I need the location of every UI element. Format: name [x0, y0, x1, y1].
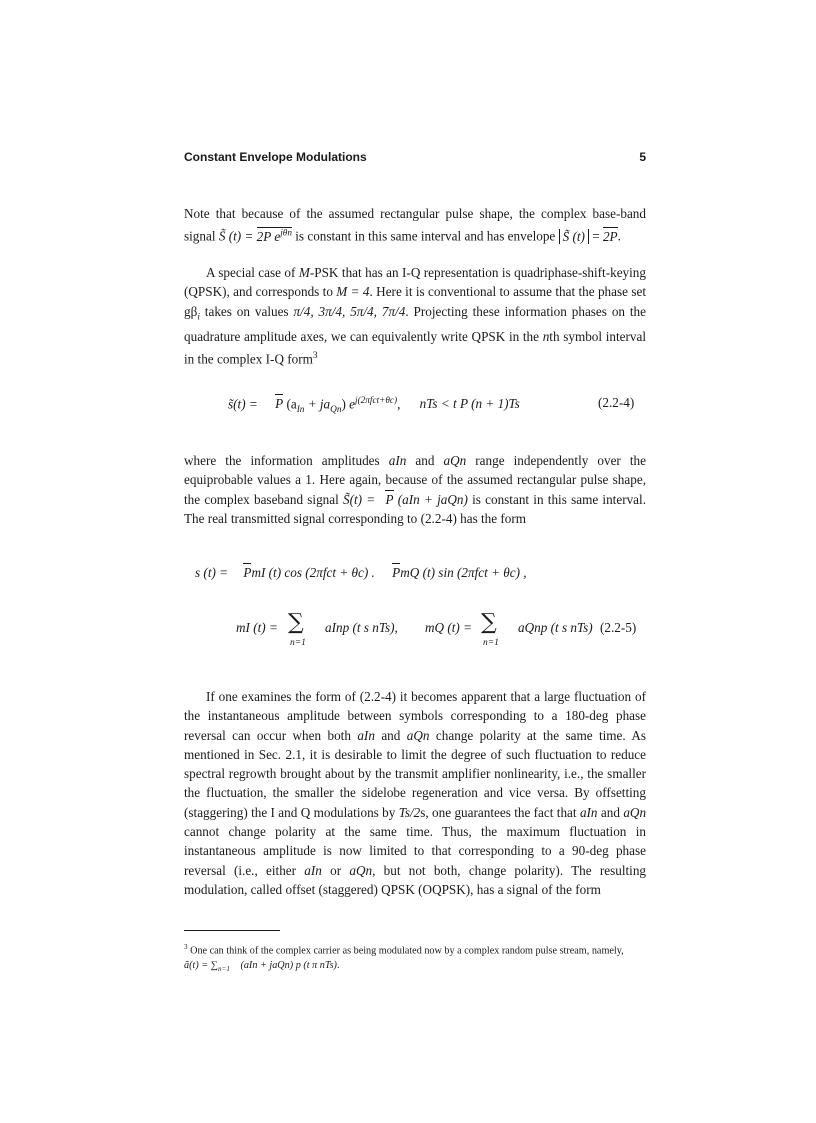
footnote-ref: 3: [312, 349, 318, 360]
paragraph-qpsk-intro: A special case of M-PSK that has an I-Q representation is quadriphase-shift-keying (QPSK), and corresponds to M = 4. Here it is conventional to assume that the phase set $g\beta_i$ takes on values π/4, 3π/4, 5π/4, 7π/4. Projecting these information phases on the quadrature amplitude axes, we can equivalently write QPSK in the nth symbol interval in the complex I-Q form$^3$: [184, 265, 647, 367]
equation-number-2-2-5: (2.2-5): [600, 620, 637, 635]
page-header: [184, 150, 646, 168]
paragraph-amplitudes: where the information amplitudes aIn and aQn range independently over the equiprobable values a 1. Here again, because of the assumed rectangular pulse shape, the complex baseband signal S̃(t) = P (aIn + jaQn) is constant in this same interval. The real transmitted signal corresponding to (2.2-4) has the form: [184, 453, 646, 526]
equation-number-2-2-4: (2.2-4): [598, 395, 635, 410]
math-envelope-abs: S̃ (t): [559, 229, 589, 244]
footnote: $^3$ One can think of the complex carrier as being modulated now by a complex random pulse stream, namely, ã(t) = $\sum_{n=1}$ (aIn + jaQn) p (t π nTs).: [184, 943, 624, 974]
paragraph-envelope: Note that because of the assumed rectangular pulse shape, the complex base-band signal S̃ (t) = 2P $e^{j\theta n}$ is constant in this same interval and has envelope S̃ (t) = 2P.: [184, 206, 646, 244]
math-baseband-signal: S̃ (t) =: [218, 228, 254, 244]
running-title: Constant Envelope Modulations: [184, 150, 367, 164]
equation-2-2-5: mI (t) = ∑ n=1 aInp (t s nTs), mQ (t) = ∑ n=1 aQnp (t s nTs): [236, 610, 593, 648]
equation-real-signal: s (t) = PmI (t) cos (2πfct + θc) . PmQ (t) sin (2πfct + θc) ,: [195, 565, 527, 580]
math-sqrt-2p: 2P $e^{j\theta n}$: [256, 227, 292, 244]
equation-2-2-4: s̃(t) = P $(a_{In} + ja_{Qn})$ $e^{j(2\pi fct+\theta c)}$, nTs < t P (n + 1)Ts: [228, 395, 520, 415]
paragraph-oqpsk: If one examines the form of (2.2-4) it becomes apparent that a large fluctuation of the instantaneous amplitude between symbols corresponding to a 180-deg phase reversal can occur when both aIn and aQn change polarity at the same time. As mentioned in Sec. 2.1, it is desirable to limit the degree of such fluctuation to reduce spectral regrowth brought about by the transmit amplifier nonlinearity, i.e., the smaller the fluctuation, the smaller the sidelobe regeneration and vice versa. By offsetting (staggering) the I and Q modulations by Ts/2s, one guarantees the fact that aIn and aQn cannot change polarity at the same time. Thus, the maximum fluctuation in instantaneous amplitude is now limited to that corresponding to a 90-deg phase reversal (i.e., either aIn or aQn, but not both, change polarity). The resulting modulation, called offset (staggered) QPSK (OQPSK), has a signal of the form: [184, 689, 647, 897]
footnote-mark: 3: [184, 943, 188, 951]
page-number: 5: [639, 150, 646, 164]
math-sqrt-2p-value: 2P: [602, 228, 618, 244]
sum-sign: ∑: [288, 610, 304, 635]
footnote-rule: [184, 930, 280, 931]
sum-sign: ∑: [481, 610, 497, 635]
